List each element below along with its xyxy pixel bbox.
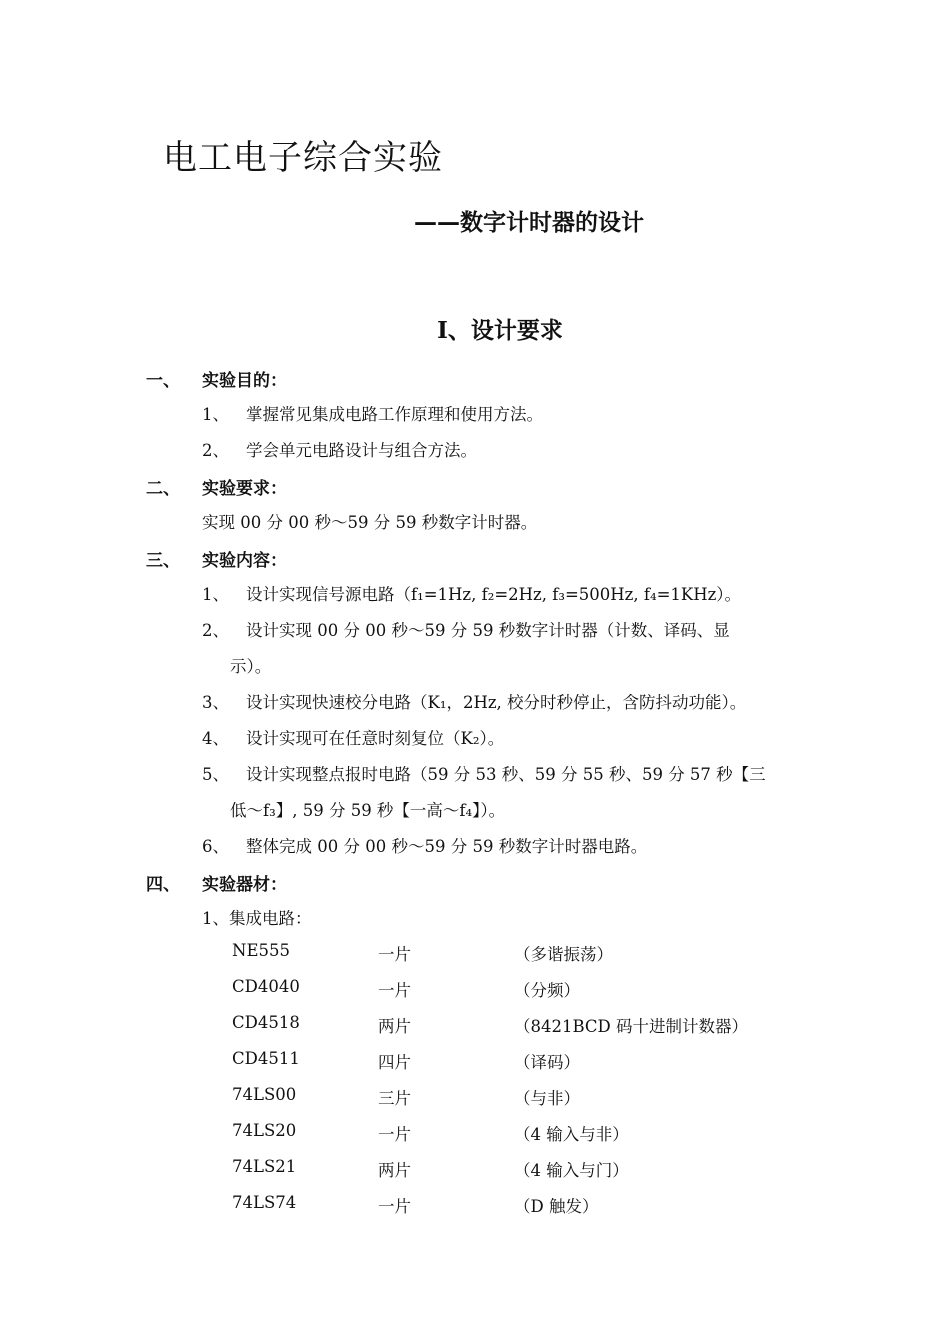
chip-name: 74LS00 bbox=[232, 1085, 297, 1104]
s4-number: 四、 bbox=[146, 875, 180, 895]
s3-item-4-text: 设计实现可在任意时刻复位（K₂）。 bbox=[246, 729, 505, 748]
chip-description: （与非） bbox=[514, 1089, 580, 1108]
chip-description: （4 输入与门） bbox=[514, 1161, 629, 1180]
s3-item-2-continuation: 示）。 bbox=[230, 657, 272, 676]
chip-quantity: 一片 bbox=[378, 981, 411, 1000]
document-title: 电工电子综合实验 bbox=[163, 138, 443, 178]
chip-name: CD4518 bbox=[232, 1013, 300, 1032]
s3-item-2-index: 2、 bbox=[202, 621, 229, 640]
s3-item-5-text: 设计实现整点报时电路（59 分 53 秒、59 分 55 秒、59 分 57 秒【三 bbox=[246, 765, 766, 784]
s3-item-4-index: 4、 bbox=[202, 729, 229, 748]
s1-item-2-text: 学会单元电路设计与组合方法。 bbox=[246, 441, 477, 460]
s1-heading: 实验目的： bbox=[202, 371, 287, 391]
s1-item-1-text: 掌握常见集成电路工作原理和使用方法。 bbox=[246, 405, 543, 424]
s1-item-1-index: 1、 bbox=[202, 405, 229, 424]
s2-heading: 实验要求： bbox=[202, 479, 287, 499]
chip-quantity: 一片 bbox=[378, 1197, 411, 1216]
chip-name: 74LS21 bbox=[232, 1157, 297, 1176]
section-title: Ⅰ、设计要求 bbox=[437, 317, 563, 344]
s3-item-5-index: 5、 bbox=[202, 765, 229, 784]
s3-item-6-index: 6、 bbox=[202, 837, 229, 856]
s3-item-1-index: 1、 bbox=[202, 585, 229, 604]
chip-name: 74LS20 bbox=[232, 1121, 297, 1140]
s3-item-2-text: 设计实现 00 分 00 秒～59 分 59 秒数字计时器（计数、译码、显 bbox=[246, 621, 730, 640]
chip-name: CD4511 bbox=[232, 1049, 300, 1068]
s3-item-5-continuation: 低～f₃】, 59 分 59 秒【一高～f₄】）。 bbox=[230, 801, 506, 820]
s1-item-2-index: 2、 bbox=[202, 441, 229, 460]
chip-description: （译码） bbox=[514, 1053, 580, 1072]
s2-text: 实现 00 分 00 秒～59 分 59 秒数字计时器。 bbox=[202, 513, 538, 532]
s1-number: 一、 bbox=[146, 371, 180, 391]
chip-description: （多谐振荡） bbox=[514, 945, 613, 964]
s3-item-1-text: 设计实现信号源电路（f₁=1Hz, f₂=2Hz, f₃=500Hz, f₄=1KHz）。 bbox=[246, 585, 742, 604]
s4-heading: 实验器材： bbox=[202, 875, 287, 895]
s3-item-3-text: 设计实现快速校分电路（K₁，2Hz, 校分时秒停止，含防抖动功能）。 bbox=[246, 693, 747, 712]
s3-number: 三、 bbox=[146, 551, 180, 571]
chip-quantity: 一片 bbox=[378, 945, 411, 964]
s3-item-3-index: 3、 bbox=[202, 693, 229, 712]
chip-quantity: 两片 bbox=[378, 1161, 411, 1180]
chip-quantity: 三片 bbox=[378, 1089, 411, 1108]
chip-description: （分频） bbox=[514, 981, 580, 1000]
chip-quantity: 一片 bbox=[378, 1125, 411, 1144]
chip-quantity: 四片 bbox=[378, 1053, 411, 1072]
chip-description: （8421BCD 码十进制计数器） bbox=[514, 1017, 749, 1036]
s4-subheading: 1、集成电路： bbox=[202, 909, 312, 928]
chip-quantity: 两片 bbox=[378, 1017, 411, 1036]
chip-name: NE555 bbox=[232, 941, 290, 960]
chip-description: （D 触发） bbox=[514, 1197, 599, 1216]
document-subtitle: ——数字计时器的设计 bbox=[414, 210, 644, 236]
s2-number: 二、 bbox=[146, 479, 180, 499]
chip-description: （4 输入与非） bbox=[514, 1125, 629, 1144]
chip-name: CD4040 bbox=[232, 977, 300, 996]
s3-heading: 实验内容： bbox=[202, 551, 287, 571]
chip-name: 74LS74 bbox=[232, 1193, 297, 1212]
s3-item-6-text: 整体完成 00 分 00 秒～59 分 59 秒数字计时器电路。 bbox=[246, 837, 648, 856]
